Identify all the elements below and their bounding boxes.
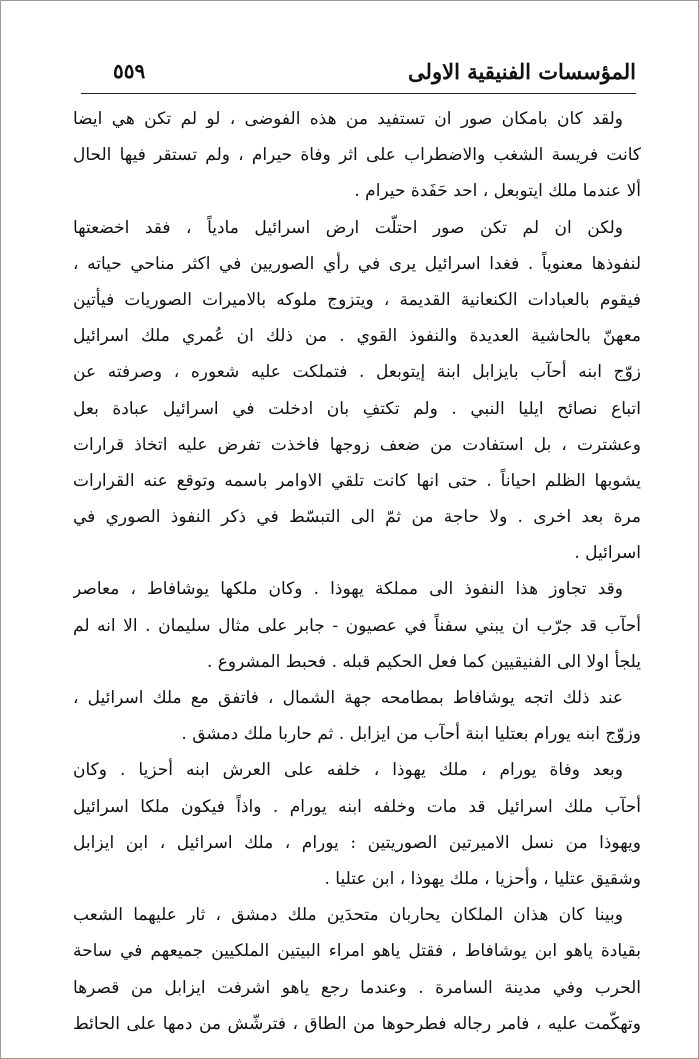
text-line: يلجأ اولا الى الفنيقيين كما فعل الحكيم قبله . فحبط المشروع . — [206, 651, 641, 672]
page-header — [81, 53, 636, 94]
text-line: وعشترت ، بل استفادت من ضعف زوجها فاخذت تفرض عليه اتخاذ قرارات — [73, 434, 641, 455]
text-line: لنفوذها معنوياً . فغدا اسرائيل يرى في رأي الصوريين في اكثر مناحي حياته ، — [73, 253, 641, 274]
text-line: كانت فريسة الشغب والاضطراب على اثر وفاة حيرام ، ولم تستقر فيها الحال — [73, 145, 641, 166]
text-line: اسرائيل . — [574, 543, 641, 564]
running-title: المؤسسات الفنيقية الاولى — [408, 59, 636, 84]
text-line: ولقد كان بامكان صور ان تستفيد من هذه الفوضى ، لو لم تكن هي ايضا — [73, 109, 623, 129]
text-line: وشقيق عتليا ، وأحزيا ، ملك يهوذا ، ابن عتليا . — [324, 868, 641, 889]
page-number: ٥٥٩ — [113, 59, 146, 83]
text-line: زوّج ابنه أحآب بايزابل ابنة إيتوبعل . فتملكت عليه شعوره ، وصرفته عن — [73, 362, 641, 383]
text-line: فيقوم بالعبادات الكنعانية القديمة ، ويتزوج ملوكه بالاميرات الصوريات فيأتين — [73, 289, 641, 310]
text-line: وبينا كان هذان الملكان يحاربان متحدَين ملك دمشق ، ثار عليهما الشعب — [73, 905, 623, 926]
text-line: وزوّج ابنه يورام بعتليا ابنة أحآب من ايزابل . ثم حاربا ملك دمشق . — [181, 724, 641, 745]
text-line: ويهوذا من نسل الاميرتين الصوريتين : يورام ، ملك اسرائيل ، ابن ايزابل — [73, 832, 641, 853]
text-line: وتهكّمت عليه ، فامر رجاله فطرحوها من الطاق ، فترشّش من دمها على الحائط — [73, 1013, 641, 1034]
text-line: عند ذلك اتجه يوشافاط بمطامحه جهة الشمال ، فاتفق مع ملك اسرائيل ، — [73, 688, 623, 708]
text-line: معهنّ بالحاشية العديدة والنفوذ القوي . من ذلك ان عُمري ملك اسرائيل — [73, 326, 641, 347]
text-line: أحآب قد جرّب ان يبني سفناً في عصيون - جابر على مثال سليمان . الا انه لم — [73, 615, 641, 636]
text-line: أحآب ملك اسرائيل قد مات وخلفه ابنه يورام . واذاً فيكون ملكا اسرائيل — [73, 796, 641, 817]
text-line: وقد تجاوز هذا النفوذ الى مملكة يهوذا . وكان ملكها يوشافاط ، معاصر — [73, 579, 623, 600]
text-line: الحرب وفي مدينة السامرة . وعندما رجع ياهو اشرفت ايزابل من قصرها — [73, 977, 641, 998]
text-line: ألا عندما ملك ايتوبعل ، احد حَفَدة حيرام . — [354, 181, 641, 202]
body-text — [73, 101, 641, 1042]
text-line: وبعد وفاة يورام ، ملك يهوذا ، خلفه على العرش ابنه أحزيا . وكان — [73, 760, 623, 781]
text-line: ولكن ان لم تكن صور احتلّت ارض اسرائيل مادياً ، فقد اخضعتها — [73, 217, 623, 238]
text-line: اتباع نصائح ايليا النبي . ولم تكتفِ بان ادخلت في اسرائيل عبادة بعل — [73, 398, 641, 419]
text-line: بقيادة ياهو ابن يوشافاط ، فقتل ياهو امراء البيتين الملكيين جميعهم في ساحة — [73, 941, 641, 962]
text-line: يشوبها الظلم احياناً . حتى انها كانت تلقي الاوامر باسمه وتوقع عنه القرارات — [73, 470, 641, 491]
text-line: مرة بعد اخرى . ولا حاجة من ثمّ الى التبسّط في ذكر النفوذ الصوري في — [73, 507, 641, 528]
